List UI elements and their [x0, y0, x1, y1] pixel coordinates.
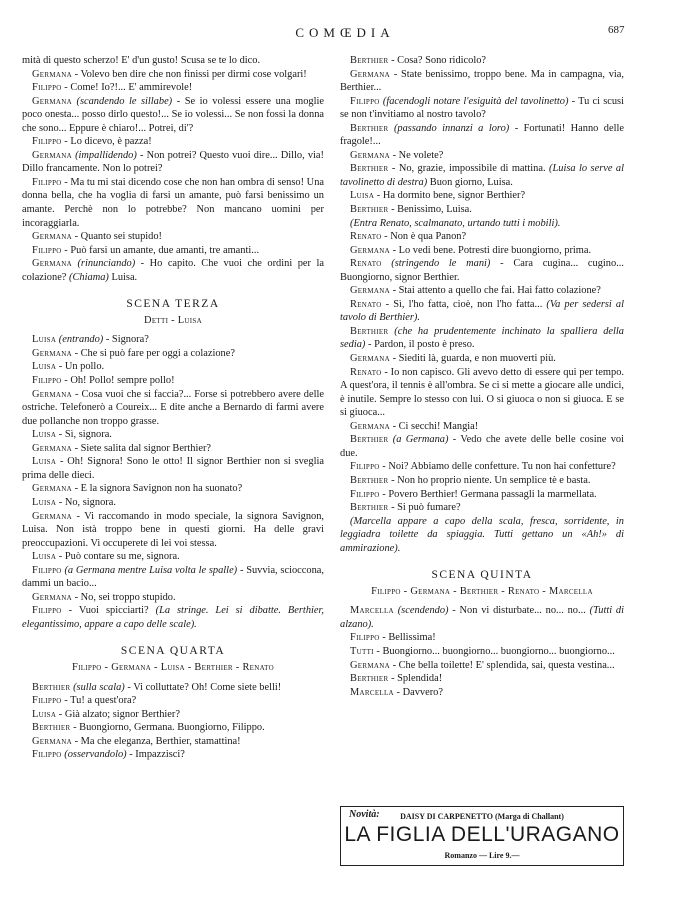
dialogue-line: Germana - Siediti là, guarda, e non muoverti più.: [350, 353, 556, 365]
dialogue-line: Germana - No, sei troppo stupido.: [32, 591, 176, 603]
dialogue-line: Germana - Siete salita dal signor Berthier?: [32, 442, 212, 454]
speaker-name: Berthier: [350, 204, 389, 216]
dialogue-line: Filippo - Può farsi un amante, due amanti, tre amanti...: [32, 244, 260, 256]
dialogue-line: Berthier - Si può fumare?: [350, 502, 461, 514]
dialogue-line: Berthier - No, grazie, impossibile di mattina. (Luisa lo serve al tavolinetto di destra) Buon giorno, Luisa.: [340, 163, 624, 188]
dialogue-text: Oh! Pollo! sempre pollo!: [70, 375, 175, 387]
dialogue-line: Luisa - No, signora.: [32, 496, 116, 508]
dialogue-text: Lo dicevo, è pazza!: [70, 136, 152, 148]
speaker-name: Germana: [350, 244, 390, 256]
speaker-name: Germana: [32, 388, 72, 400]
dialogue-text: Fortunati! Hanno delle fragole!...: [340, 122, 624, 148]
dialogue-line: Marcella - Davvero?: [350, 686, 443, 698]
dialogue-line: Luisa (entrando) - Signora?: [32, 334, 149, 346]
scene-title: SCENA QUARTA: [120, 645, 226, 658]
page-number: 687: [608, 24, 625, 36]
stage-direction: (a Germana): [392, 434, 449, 446]
dialogue-line: Berthier - Splendida!: [350, 673, 443, 685]
dialogue-text: Vi colluttate? Oh! Come siete belli!: [133, 681, 282, 693]
dialogue-text: Che si può fare per oggi a colazione?: [80, 347, 235, 359]
stage-direction: (La stringe. Lei si dibatte. Berthier, elegantissimo, appare a capo delle scale).: [22, 605, 324, 630]
stage-direction: (scendendo): [397, 605, 449, 617]
stage-direction: (facendogli notare l'esiguità del tavolinetto): [382, 95, 569, 107]
dialogue-text: Ci secchi! Mangia!: [398, 420, 479, 432]
dialogue-text: Buon giorno, Luisa.: [429, 176, 513, 188]
dialogue-line: Luisa - Un pollo.: [32, 361, 105, 373]
stage-direction: (entrando): [58, 334, 104, 346]
speaker-name: Luisa: [350, 190, 375, 202]
dialogue-line: Filippo - Bellissima!: [350, 632, 436, 644]
speaker-name: Germana: [32, 149, 72, 161]
speaker-name: Luisa: [32, 334, 57, 346]
speaker-name: Germana: [350, 659, 390, 671]
speaker-name: Germana: [32, 231, 72, 243]
dialogue-line: Berthier (passando innanzi a loro) - Fortunati! Hanno delle fragole!...: [340, 122, 624, 148]
speaker-name: Filippo: [350, 95, 380, 107]
stage-direction: (Entra Renato, scalmanato, urtando tutti i mobili).: [350, 217, 561, 229]
scene-cast: Filippo - Germana - Luisa - Berthier - Renato: [71, 661, 274, 673]
dialogue-line: Filippo - Noi? Abbiamo delle confetture. Tu non hai confetture?: [350, 461, 616, 473]
dialogue-text: Non vi disturbate... no... no...: [459, 605, 586, 617]
dialogue-line: Germana - Che si può fare per oggi a colazione?: [32, 347, 235, 359]
dialogue-line: [22, 54, 324, 68]
dialogue-text: Come! Io?!... E' ammirevole!: [70, 82, 193, 94]
stage-direction: (rinunciando): [77, 258, 136, 270]
dialogue-line: Filippo (osservandolo) - Impazzisci?: [32, 749, 185, 761]
dialogue-line: Germana (scandendo le sillabe) - Se io volessi essere una moglie poco onesta... posso dirlo questo!... Se io volessi... Se non fossi la donna che sono... Eppure è chiaro!... Potrei, di'?: [22, 95, 324, 134]
dialogue-text: No, sei troppo stupido.: [80, 591, 176, 603]
stage-direction: (osservandolo): [64, 749, 127, 761]
speaker-name: Germana: [32, 735, 72, 747]
speaker-name: Berthier: [350, 325, 389, 337]
dialogue-text: Siediti là, guarda, e non muoverti più.: [398, 353, 556, 365]
dialogue-line: Berthier - Non ho proprio niente. Un semplice tè e basta.: [350, 474, 591, 486]
stage-direction: (Tutti di alzano).: [340, 605, 624, 630]
dialogue-line: Filippo - Povero Berthier! Germana passagli la marmellata.: [350, 488, 597, 500]
dialogue-text: Ho capito. Che vuoi che ordini per la colazione?: [22, 258, 324, 283]
dialogue-line: Germana - Che bella toilette! E' splendida, sai, questa vestina...: [350, 659, 615, 671]
dialogue-text: Vuoi spicciarti?: [78, 605, 149, 617]
dialogue-text: Può farsi un amante, due amanti, tre amanti...: [70, 244, 260, 256]
dialogue-line: Berthier (sulla scala) - Vi colluttate? Oh! Come siete belli!: [32, 681, 282, 693]
dialogue-text: Se io volessi essere una moglie poco onesta... posso dirlo questo!... Se io volessi... Se non fossi la donna che sono... Eppure è chiaro!... Potrei, di'?: [22, 95, 324, 134]
speaker-name: Luisa: [32, 551, 57, 563]
dialogue-text: Oh! Signora! Sono le otto! Il signor Berthier non si sveglia prima delle dieci.: [22, 456, 324, 481]
speaker-name: Marcella: [350, 605, 394, 617]
dialogue-text: Non ho proprio niente. Un semplice tè e basta.: [397, 474, 591, 486]
ad-label: Novità:: [349, 809, 380, 820]
dialogue-line: Germana - Ne volete?: [350, 149, 444, 161]
dialogue-line: Germana - Stai attento a quello che fai. Hai fatto colazione?: [350, 285, 601, 297]
speaker-name: Germana: [32, 95, 72, 107]
speaker-name: Berthier: [32, 681, 71, 693]
dialogue-text: Tu ci scusi se non t'invitiamo al nostro tavolo?: [340, 95, 624, 121]
dialogue-text: Siete salita dal signor Berthier?: [80, 442, 212, 454]
dialogue-line: Filippo - Lo dicevo, è pazza!: [32, 136, 152, 148]
advertisement-box: [340, 806, 624, 866]
dialogue-line: Berthier (che ha prudentemente inchinato la spalliera della sedia) - Pardon, il posto è preso.: [340, 325, 624, 351]
dialogue-line: Filippo - Tu! a quest'ora?: [32, 695, 137, 707]
speaker-name: Germana: [32, 258, 72, 270]
dialogue-line: [340, 217, 624, 231]
speaker-name: Filippo: [350, 632, 380, 644]
speaker-name: Germana: [32, 68, 72, 80]
speaker-name: Renato: [350, 366, 382, 378]
speaker-name: Filippo: [32, 244, 62, 256]
stage-direction: (Marcella appare a capo della scala, fresca, sorridente, in leggiadra toilette da spiaggia. Tutti gettano un «Ah!» di ammirazione).: [340, 515, 624, 554]
dialogue-text: Luisa.: [111, 271, 138, 283]
dialogue-line: Berthier - Buongiorno, Germana. Buongiorno, Filippo.: [32, 722, 265, 734]
stage-direction: (Chiama): [69, 271, 109, 283]
dialogue-text: Vi raccomando in modo speciale, la signora Savignon, Luisa. Non istà troppo bene in questi giorni. Ha delle gravi preoccupazioni. Vi occuperete di lei voi stessa.: [22, 510, 324, 549]
dialogue-text: Signora?: [111, 334, 149, 346]
dialogue-line: Germana - State benissimo, troppo bene. Ma in campagna, via, Berthier...: [340, 68, 624, 94]
dialogue-text: Un pollo.: [64, 361, 105, 373]
speaker-name: Germana: [32, 442, 72, 454]
dialogue-text: Suvvia, scioccona, dammi un bacio...: [22, 564, 324, 590]
dialogue-text: Si può fumare?: [397, 502, 461, 514]
dialogue-line: Filippo - Ma tu mi stai dicendo cose che non han ombra di senso! Una donna bella, che ha voglia di farsi un amante, può farsi benissimo un amante. Perchè non lo potrebbe? Non mancano uomini per incoraggiarla.: [22, 176, 324, 229]
dialogue-text: Buongiorno, Germana. Buongiorno, Filippo.: [79, 722, 265, 734]
dialogue-line: Germana - Lo vedi bene. Potresti dire buongiorno, prima.: [350, 244, 592, 256]
stage-direction: (scandendo le sillabe): [76, 95, 173, 107]
dialogue-text: Quanto sei stupido!: [80, 231, 163, 243]
dialogue-text: Cosa vuoi che si faccia?... Forse si potrebbero avere delle ostriche. Telefonerò a Coureix... E dite anche a Bernardo di farmi avere due pollanche non troppo grasse.: [22, 388, 324, 427]
right-column: [340, 54, 624, 699]
dialogue-text: Bellissima!: [388, 632, 436, 644]
dialogue-line: Berthier - Cosa? Sono ridicolo?: [350, 55, 487, 66]
speaker-name: Tutti: [350, 645, 374, 657]
dialogue-text: Non è qua Panon?: [390, 231, 467, 243]
stage-direction: (sulla scala): [73, 681, 125, 693]
ad-author: DAISY DI CARPENETTO (Marga di Challant): [400, 812, 564, 821]
dialogue-text: State benissimo, troppo bene. Ma in campagna, via, Berthier...: [340, 68, 624, 94]
dialogue-text: Sì, l'ho fatta, cioè, non l'ho fatta...: [393, 298, 543, 310]
dialogue-text: Lo vedi bene. Potresti dire buongiorno, prima.: [398, 244, 592, 256]
dialogue-text: Non potrei? Questo vuoi dire... Dillo, via! Dillo francamente. Non lo potrei?: [22, 149, 324, 175]
speaker-name: Filippo: [32, 605, 62, 617]
scene-cast: Filippo - Germana - Berthier - Renato - Marcella: [371, 585, 593, 597]
dialogue-line: Germana - Ci secchi! Mangia!: [350, 420, 479, 432]
dialogue-line: Filippo - Come! Io?!... E' ammirevole!: [32, 82, 193, 94]
ad-book-title: LA FIGLIA DELL'URAGANO: [344, 823, 620, 846]
scene-title: SCENA QUINTA: [431, 569, 533, 582]
dialogue-text: No, grazie, impossibile di mattina.: [398, 163, 546, 175]
speaker-name: Germana: [32, 483, 72, 495]
stage-direction: (a Germana mentre Luisa volta le spalle): [64, 564, 238, 576]
dialogue-text: Davvero?: [402, 686, 443, 698]
page-title: COMŒDIA: [295, 25, 395, 40]
dialogue-line: Renato - Sì, l'ho fatta, cioè, non l'ho fatta... (Va per sedersi al tavolo di Berthier).: [340, 298, 624, 324]
speaker-name: Filippo: [32, 375, 62, 387]
speaker-name: Germana: [350, 420, 390, 432]
speaker-name: Germana: [350, 285, 390, 297]
speaker-name: Filippo: [32, 564, 62, 576]
dialogue-text: Noi? Abbiamo delle confetture. Tu non hai confetture?: [388, 461, 616, 473]
dialogue-line: [340, 515, 624, 556]
dialogue-line: Germana - Quanto sei stupido!: [32, 231, 163, 243]
dialogue-text: Cosa? Sono ridicolo?: [397, 55, 487, 66]
stage-direction: (stringendo le mani): [391, 258, 491, 270]
dialogue-text: Pardon, il posto è preso.: [374, 339, 475, 351]
stage-direction: (impallidendo): [75, 149, 137, 161]
dialogue-text: Ma tu mi stai dicendo cose che non han ombra di senso! Una donna bella, che ha voglia di farsi un amante, può farsi benissimo un amante. Perchè non lo potrebbe? Non mancano uomini per incoraggiarla.: [22, 176, 324, 229]
speaker-name: Filippo: [350, 461, 380, 473]
scene-title: SCENA TERZA: [126, 298, 220, 311]
dialogue-text: Ne volete?: [398, 149, 444, 161]
dialogue-line: Marcella (scendendo) - Non vi disturbate... no... no... (Tutti di alzano).: [340, 605, 624, 630]
scene-cast: Detti - Luisa: [144, 314, 202, 326]
dialogue-text: Io non capisco. Gli avevo detto di essere qui per tempo. A quest'ora, il tennis è all'ombra. Se ci si mette a giocare alle undici, è inutile. Sempre lo stesso con lui. O si giuoca o non si giuoca. E se si giuoca...: [340, 366, 624, 419]
dialogue-text: Benissimo, Luisa.: [397, 204, 472, 216]
speaker-name: Berthier: [350, 673, 389, 685]
speaker-name: Berthier: [350, 55, 389, 66]
dialogue-text: Che bella toilette! E' splendida, sai, questa vestina...: [398, 659, 615, 671]
dialogue-text: Sì, signora.: [64, 429, 112, 441]
dialogue-line: Germana (rinunciando) - Ho capito. Che vuoi che ordini per la colazione? (Chiama) Luisa.: [22, 258, 324, 283]
dialogue-text: Vedo che avete delle belle cosine voi due.: [340, 434, 624, 459]
dialogue-text: Tu! a quest'ora?: [70, 695, 137, 707]
stage-direction: (Luisa lo serve al tavolinetto di destra): [340, 163, 624, 188]
dialogue-line: Germana - Vi raccomando in modo speciale, la signora Savignon, Luisa. Non istà troppo bene in questi giorni. Ha delle gravi preoccupazioni. Vi occuperete di lei voi stessa.: [22, 510, 324, 549]
dialogue-text: Può contare su me, signora.: [64, 551, 180, 563]
speaker-name: Germana: [32, 591, 72, 603]
speaker-name: Filippo: [32, 136, 62, 148]
speaker-name: Filippo: [32, 82, 62, 94]
dialogue-text: Stai attento a quello che fai. Hai fatto colazione?: [398, 285, 601, 297]
speaker-name: Filippo: [32, 176, 62, 188]
dialogue-text: Splendida!: [397, 673, 443, 685]
dialogue-text: Già alzato; signor Berthier?: [64, 708, 180, 720]
stage-direction: (Va per sedersi al tavolo di Berthier).: [340, 298, 624, 324]
dialogue-line: Berthier - Benissimo, Luisa.: [350, 204, 472, 216]
dialogue-line: Berthier (a Germana) - Vedo che avete delle belle cosine voi due.: [340, 434, 624, 459]
dialogue-line: Filippo (a Germana mentre Luisa volta le spalle) - Suvvia, scioccona, dammi un bacio...: [22, 564, 324, 590]
dialogue-line: Filippo - Oh! Pollo! sempre pollo!: [32, 375, 175, 387]
dialogue-line: Germana - Volevo ben dire che non finissi per dirmi cose volgari!: [32, 68, 307, 80]
speaker-name: Germana: [350, 353, 390, 365]
dialogue-line: Filippo (facendogli notare l'esiguità del tavolinetto) - Tu ci scusi se non t'invitiamo al nostro tavolo?: [340, 95, 624, 121]
stage-direction: (passando innanzi a loro): [393, 122, 510, 134]
speaker-name: Berthier: [350, 434, 389, 446]
speaker-name: Luisa: [32, 708, 57, 720]
dialogue-text: E la signora Savignon non ha suonato?: [80, 483, 243, 495]
dialogue-text: Impazzisci?: [135, 749, 185, 761]
dialogue-line: Germana (impallidendo) - Non potrei? Questo vuoi dire... Dillo, via! Dillo francamente. Non lo potrei?: [22, 149, 324, 175]
dialogue-line: Luisa - Sì, signora.: [32, 429, 112, 441]
speaker-name: Germana: [350, 149, 390, 161]
dialogue-text: Povero Berthier! Germana passagli la marmellata.: [388, 488, 597, 500]
dialogue-line: Renato - Non è qua Panon?: [350, 231, 467, 243]
dialogue-line: Luisa - Può contare su me, signora.: [32, 551, 180, 563]
speaker-name: Berthier: [350, 122, 389, 134]
speaker-name: Berthier: [350, 474, 389, 486]
dialogue-line: Germana - Cosa vuoi che si faccia?... Forse si potrebbero avere delle ostriche. Telefonerò a Coureix... E dite anche a Bernardo di farmi avere due pollanche non troppo grasse.: [22, 388, 324, 427]
dialogue-text: Cara cugina... cugino... Buongiorno, signor Berthier.: [340, 258, 624, 283]
dialogue-text: Ha dormito bene, signor Berthier?: [382, 190, 526, 202]
dialogue-line: Luisa - Oh! Signora! Sono le otto! Il signor Berthier non si sveglia prima delle dieci.: [22, 456, 324, 481]
stage-direction: (che ha prudentemente inchinato la spalliera della sedia): [340, 325, 624, 351]
dialogue-text: Ma che eleganza, Berthier, stamattina!: [80, 735, 241, 747]
dialogue-line: Filippo - Vuoi spicciarti? (La stringe. Lei si dibatte. Berthier, elegantissimo, appare a capo delle scale).: [22, 605, 324, 630]
dialogue-text: No, signora.: [64, 496, 116, 508]
speaker-name: Berthier: [350, 502, 389, 514]
dialogue-line: Renato - Io non capisco. Gli avevo detto di essere qui per tempo. A quest'ora, il tennis è all'ombra. Se ci si mette a giocare alle undici, è inutile. Sempre lo stesso con lui. O si giuoca o non si giuoca. E se si giuoca...: [340, 366, 624, 419]
speaker-name: Germana: [32, 347, 72, 359]
speaker-name: Renato: [350, 258, 382, 270]
speaker-name: Luisa: [32, 429, 57, 441]
speaker-name: Renato: [350, 231, 382, 243]
speaker-name: Filippo: [350, 488, 380, 500]
dialogue-text: Buongiorno... buongiorno... buongiorno... buongiorno...: [382, 645, 615, 657]
dialogue-text: mità di questo scherzo! E' d'un gusto! Scusa se te lo dico.: [22, 55, 261, 66]
dialogue-line: Germana - E la signora Savignon non ha suonato?: [32, 483, 243, 495]
dialogue-line: Renato (stringendo le mani) - Cara cugina... cugino... Buongiorno, signor Berthier.: [340, 258, 624, 283]
speaker-name: Marcella: [350, 686, 394, 698]
left-column: [22, 54, 324, 762]
speaker-name: Berthier: [350, 163, 389, 175]
speaker-name: Filippo: [32, 695, 62, 707]
dialogue-text: Volevo ben dire che non finissi per dirmi cose volgari!: [80, 68, 307, 80]
dialogue-line: Luisa - Ha dormito bene, signor Berthier?: [350, 190, 526, 202]
speaker-name: Filippo: [32, 749, 62, 761]
speaker-name: Luisa: [32, 361, 57, 373]
speaker-name: Renato: [350, 298, 382, 310]
dialogue-line: Germana - Ma che eleganza, Berthier, stamattina!: [32, 735, 241, 747]
speaker-name: Luisa: [32, 496, 57, 508]
speaker-name: Germana: [32, 510, 72, 522]
speaker-name: Germana: [350, 68, 390, 80]
speaker-name: Luisa: [32, 456, 57, 468]
dialogue-line: Luisa - Già alzato; signor Berthier?: [32, 708, 180, 720]
dialogue-line: Tutti - Buongiorno... buongiorno... buongiorno... buongiorno...: [350, 645, 615, 657]
speaker-name: Berthier: [32, 722, 71, 734]
ad-subtitle: Romanzo — Lire 9.—: [444, 851, 520, 860]
